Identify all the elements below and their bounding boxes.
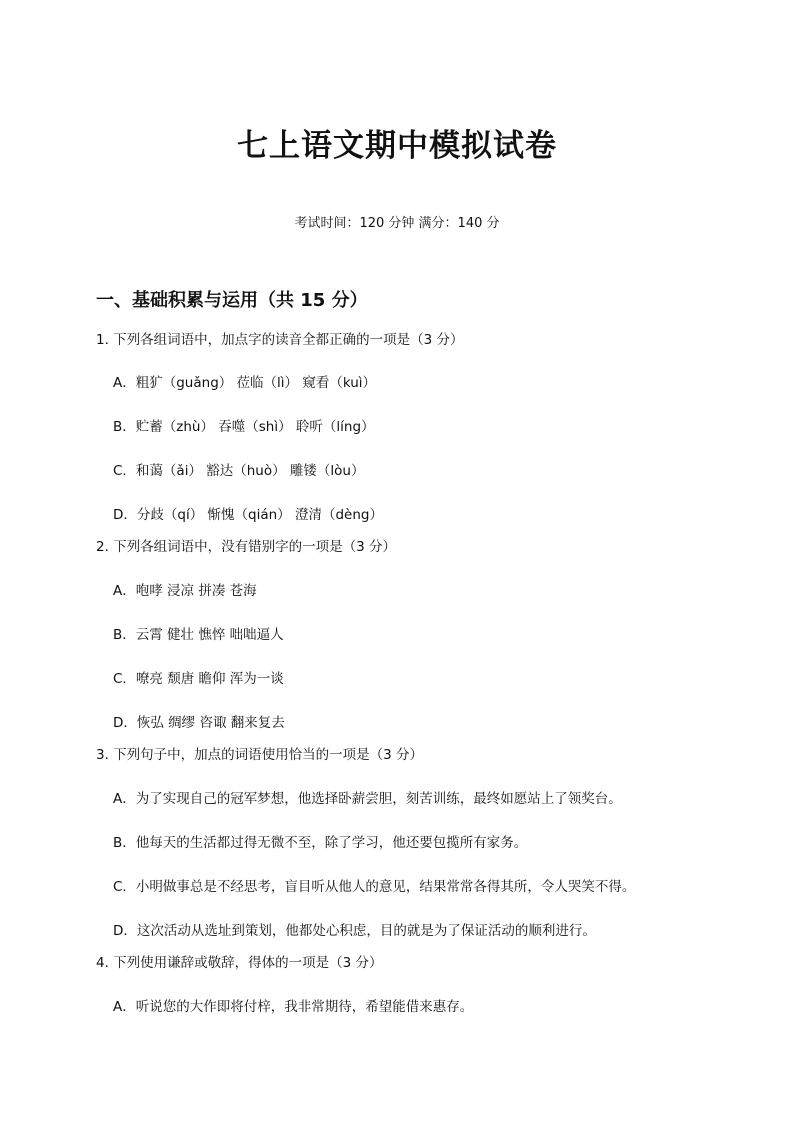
question-2-option-a: A．咆哮 浸凉 拼凑 苍海 — [113, 583, 257, 599]
question-3-option-b: B．他每天的生活都过得无微不至，除了学习，他还要包揽所有家务。 — [113, 835, 528, 851]
section-heading: 一、基础积累与运用（共 15 分） — [96, 290, 368, 311]
question-3-stem: 3. 下列句子中，加点的词语使用恰当的一项是（3 分） — [96, 747, 424, 763]
question-4-stem: 4. 下列使用谦辞或敬辞，得体的一项是（3 分） — [96, 955, 383, 971]
question-1-option-c: C．和蔼（ǎi） 豁达（huò） 雕镂（lòu） — [113, 463, 365, 479]
question-2-stem: 2. 下列各组词语中，没有错别字的一项是（3 分） — [96, 539, 397, 555]
question-1-option-d: D．分歧（qí） 惭愧（qián） 澄清（dèng） — [113, 507, 383, 523]
question-3-option-c: C．小明做事总是不经思考，盲目听从他人的意见，结果常常各得其所，令人哭笑不得。 — [113, 879, 636, 895]
page-title: 七上语文期中模拟试卷 — [237, 128, 557, 164]
question-2-option-c: C．嘹亮 颓唐 瞻仰 浑为一谈 — [113, 671, 284, 687]
question-2-option-b: B．云霄 健壮 憔悴 咄咄逼人 — [113, 627, 284, 643]
question-1-option-a: A．粗犷（guǎng） 莅临（lì） 窥看（kuì） — [113, 375, 377, 391]
question-2-option-d: D．恢弘 绸缪 咨诹 翻来复去 — [113, 715, 285, 731]
question-4-option-a: A．听说您的大作即将付梓，我非常期待，希望能借来惠存。 — [113, 999, 474, 1015]
question-3-option-d: D．这次活动从选址到策划，他都处心积虑，目的就是为了保证活动的顺利进行。 — [113, 923, 596, 939]
question-1-option-b: B．贮蓄（zhù） 吞噬（shì） 聆听（líng） — [113, 419, 375, 435]
question-3-option-a: A．为了实现自己的冠军梦想，他选择卧薪尝胆，刻苦训练，最终如愿站上了领奖台。 — [113, 791, 622, 807]
question-1-stem: 1. 下列各组词语中，加点字的读音全都正确的一项是（3 分） — [96, 332, 464, 348]
exam-info: 考试时间：120 分钟 满分：140 分 — [294, 216, 500, 231]
